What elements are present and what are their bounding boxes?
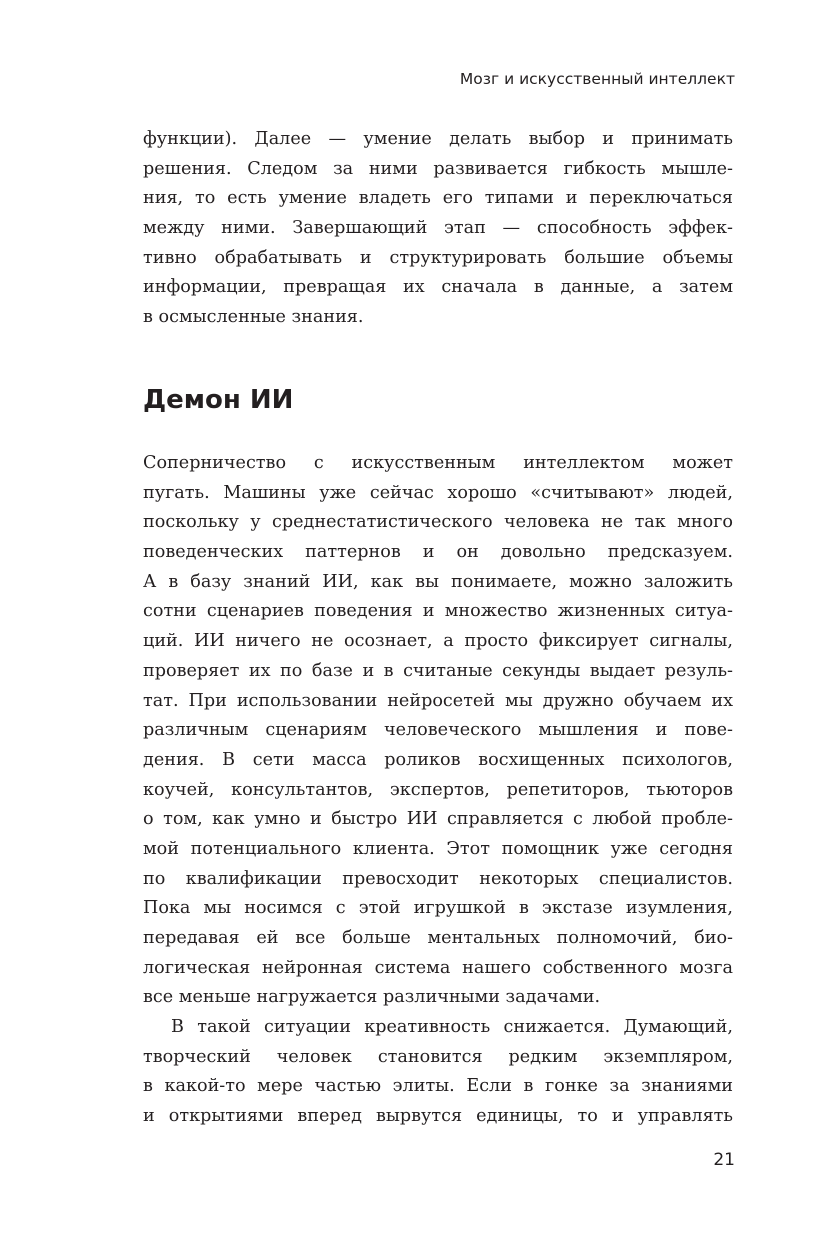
text-line: поскольку у среднестатистического человека не так много: [143, 512, 733, 533]
text-line: Соперничество с искусственным интеллектом может: [143, 453, 733, 473]
text-line: тивно обрабатывать и структурировать большие объемы: [143, 247, 733, 268]
text-line: логическая нейронная система нашего собственного мозга: [143, 957, 733, 978]
text-line: по квалификации превосходит некоторых специалистов.: [143, 868, 733, 889]
text-line: А в базу знаний ИИ, как вы понимаете, можно заложить: [143, 571, 733, 592]
text-line: все меньше нагружается различными задачами.: [143, 987, 601, 1008]
text-line: различным сценариям человеческого мышления и пове-: [143, 720, 733, 741]
text-line: тат. При использовании нейросетей мы дружно обучаем их: [143, 690, 733, 711]
text-line: поведенческих паттернов и он довольно предсказуем.: [143, 542, 733, 563]
text-line: в какой-то мере частью элиты. Если в гонке за знаниями: [143, 1076, 733, 1097]
text-line: о том, как умно и быстро ИИ справляется с любой пробле-: [143, 809, 733, 830]
text-line: дения. В сети масса роликов восхищенных психологов,: [143, 749, 733, 770]
text-line: сотни сценариев поведения и множество жизненных ситуа-: [143, 601, 733, 622]
main-text: [143, 449, 733, 1132]
text-line: между ними. Завершающий этап — способность эффек-: [143, 218, 733, 239]
running-head: Мозг и искусственный интеллект: [459, 70, 735, 88]
intro-paragraph: [143, 125, 733, 333]
text-line: и открытиями вперед вырвутся единицы, то и управлять: [143, 1106, 733, 1127]
text-line: передавая ей все больше ментальных полномочий, био-: [143, 928, 733, 948]
page-number: 21: [713, 1150, 735, 1170]
text-line: Пока мы носимся с этой игрушкой в экстазе изумления,: [143, 898, 733, 919]
text-line: творческий человек становится редким экземпляром,: [143, 1046, 733, 1067]
text-line: ций. ИИ ничего не осознает, а просто фиксирует сигналы,: [143, 631, 733, 652]
text-line: функции). Далее — умение делать выбор и принимать: [143, 129, 733, 149]
text-line: мой потенциального клиента. Этот помощник уже сегодня: [143, 838, 733, 859]
text-line: информации, превращая их сначала в данные, а затем: [143, 277, 733, 298]
text-line: проверяет их по базе и в считаные секунды выдает резуль-: [143, 660, 733, 681]
text-line: в осмысленные знания.: [143, 307, 364, 328]
text-line: ния, то есть умение владеть его типами и переключаться: [143, 188, 733, 209]
text-line: пугать. Машины уже сейчас хорошо «считывают» людей,: [143, 482, 733, 503]
section-heading: Демон ИИ: [143, 385, 294, 415]
text-line: В такой ситуации креативность снижается. Думающий,: [171, 1017, 733, 1038]
text-line: коучей, консультантов, экспертов, репетиторов, тьюторов: [143, 779, 733, 800]
text-line: решения. Следом за ними развивается гибкость мышле-: [143, 158, 733, 179]
